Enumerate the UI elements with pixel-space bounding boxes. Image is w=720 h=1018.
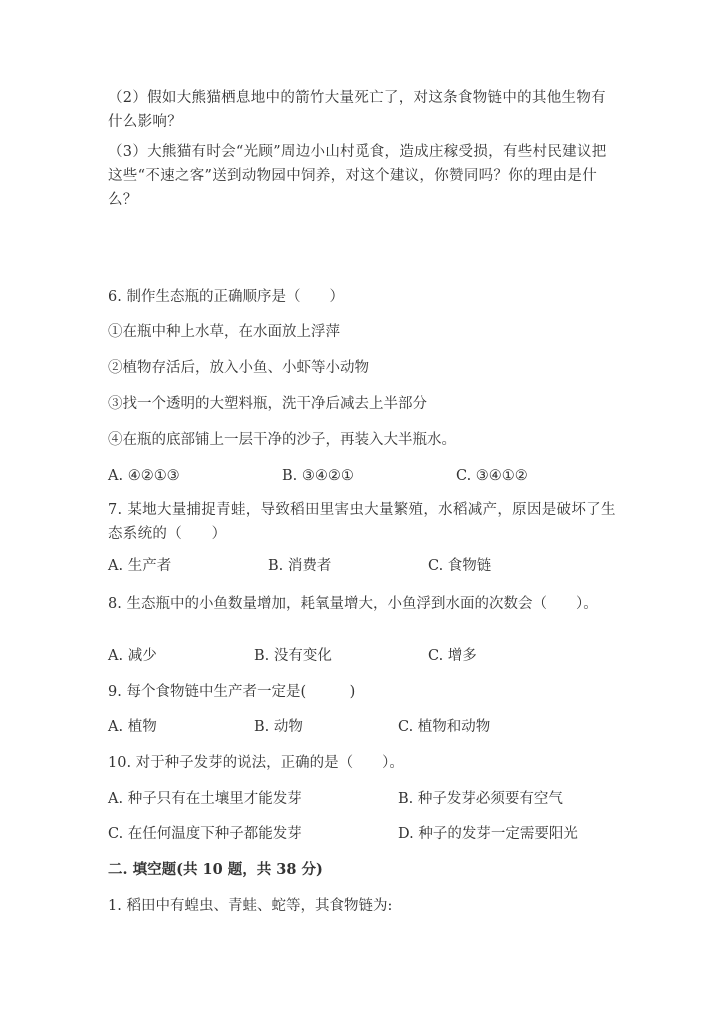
question-6-step-2: ②植物存活后，放入小鱼、小虾等小动物 — [108, 360, 369, 376]
question-9-option-a: A. 植物 — [108, 719, 157, 735]
question-8-option-b: B. 没有变化 — [254, 648, 332, 664]
question-6-step-4: ④在瓶的底部铺上一层干净的沙子，再装入大半瓶水。 — [108, 432, 456, 448]
question-10-option-d: D. 种子的发芽一定需要阳光 — [398, 826, 578, 842]
question-8-option-a: A. 减少 — [108, 648, 157, 664]
question-9-option-b: B. 动物 — [254, 719, 303, 735]
question-10-option-c: C. 在任何温度下种子都能发芽 — [108, 826, 302, 842]
section-2-question-1: 1. 稻田中有蝗虫、青蛙、蛇等，其食物链为: — [108, 898, 393, 914]
question-10-stem: 10. 对于种子发芽的说法，正确的是（ ）。 — [108, 755, 404, 771]
question-6-step-3: ③找一个透明的大塑料瓶，洗干净后减去上半部分 — [108, 396, 427, 412]
question-6-step-1: ①在瓶中种上水草，在水面放上浮萍 — [108, 324, 340, 340]
question-10-option-a: A. 种子只有在土壤里才能发芽 — [108, 791, 302, 807]
question-5-part-2: （2）假如大熊猫栖息地中的箭竹大量死亡了，对这条食物链中的其他生物有什么影响？ — [108, 90, 606, 130]
question-6-stem: 6. 制作生态瓶的正确顺序是（ ） — [108, 289, 344, 305]
question-9-option-c: C. 植物和动物 — [398, 719, 491, 735]
question-6-option-c: C. ③④①② — [456, 468, 528, 484]
question-6-option-b: B. ③④②① — [282, 468, 354, 484]
question-7-stem: 7. 某地大量捕捉青蛙，导致稻田里害虫大量繁殖，水稻减产，原因是破坏了生态系统的（ ） — [108, 502, 616, 542]
question-5-part-3: （3）大熊猫有时会“光顾”周边小山村觅食，造成庄稼受损，有些村民建议把这些“不速之客”送到动物园中饲养，对这个建议，你赞同吗？你的理由是什么？ — [108, 144, 607, 208]
question-10-option-b: B. 种子发芽必须要有空气 — [398, 791, 563, 807]
question-9-stem: 9. 每个食物链中生产者一定是( ) — [108, 684, 356, 700]
question-8-stem: 8. 生态瓶中的小鱼数量增加，耗氧量增大，小鱼浮到水面的次数会（ ）。 — [108, 596, 598, 612]
section-2-heading: 二. 填空题(共 10 题，共 38 分) — [108, 861, 323, 878]
question-7-option-a: A. 生产者 — [108, 558, 172, 574]
question-7-option-b: B. 消费者 — [268, 558, 332, 574]
question-8-option-c: C. 增多 — [428, 648, 477, 664]
question-6-option-a: A. ④②①③ — [108, 468, 180, 484]
question-7-option-c: C. 食物链 — [428, 558, 492, 574]
